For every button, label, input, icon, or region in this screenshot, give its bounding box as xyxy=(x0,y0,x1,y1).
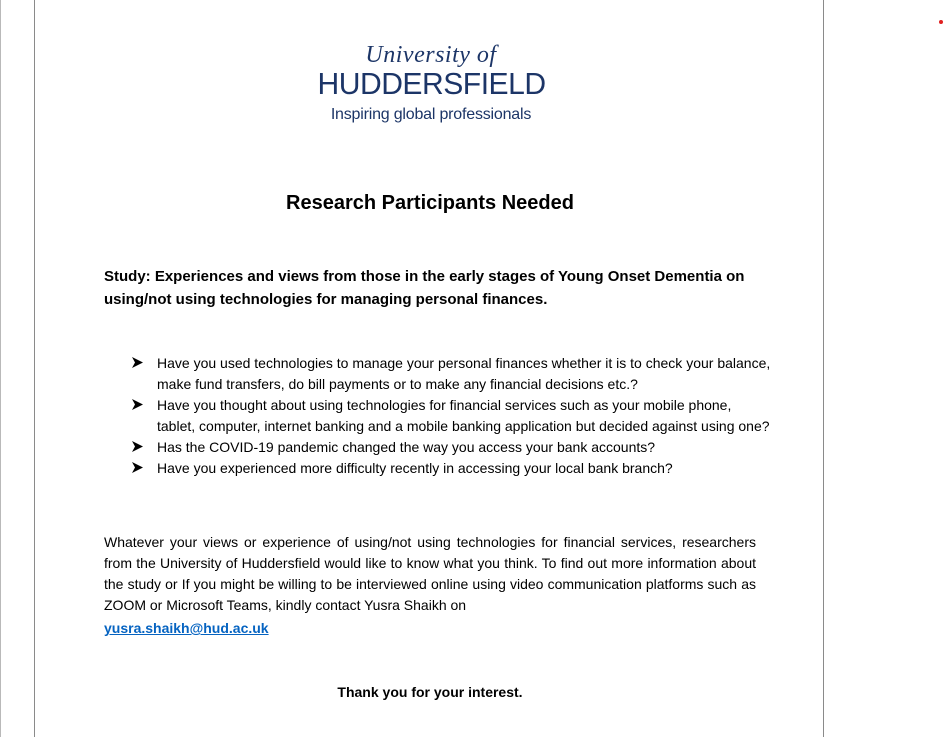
list-item-text: Have you thought about using technologies for financial services such as your mobile phone, tablet, computer, internet banking and a mobile banking application but decided against using one? xyxy=(157,397,770,434)
list-item-text: Have you used technologies to manage your personal finances whether it is to check your balance, make fund transfers, do bill payments or to make any financial decisions etc.? xyxy=(157,355,771,392)
thanks-note: Thank you for your interest. xyxy=(337,684,523,700)
list-item xyxy=(131,353,771,395)
contact-paragraph-text: Whatever your views or experience of using/not using technologies for financial services, researchers from the University of Huddersfield would like to know what you think. To find out more information about the study or If you might be willing to be interviewed online using video communication platforms such as ZOOM or Microsoft Teams, kindly contact Yusra Shaikh on xyxy=(104,534,756,613)
list-item xyxy=(131,458,771,479)
list-item-text: Has the COVID-19 pandemic changed the way you access your bank accounts? xyxy=(157,439,656,455)
contact-paragraph xyxy=(104,532,756,639)
arrowhead-bullet-icon xyxy=(131,440,144,453)
page-title: Research Participants Needed xyxy=(286,192,574,214)
left-gutter-line xyxy=(0,0,1,737)
email-link[interactable]: yusra.shaikh@hud.ac.uk xyxy=(104,620,269,636)
document-page xyxy=(34,0,824,737)
question-list xyxy=(131,353,771,479)
logo-tagline: Inspiring global professionals xyxy=(330,106,532,123)
arrowhead-bullet-icon xyxy=(131,398,144,411)
list-item xyxy=(131,395,771,437)
logo-university-of: University of xyxy=(365,42,497,68)
red-marker-dot xyxy=(939,20,943,24)
logo-huddersfield: HUDDERSFIELD xyxy=(317,66,546,101)
university-logo xyxy=(314,30,548,142)
list-item xyxy=(131,437,771,458)
arrowhead-bullet-icon xyxy=(131,461,144,474)
arrowhead-bullet-icon xyxy=(131,356,144,369)
list-item-text: Have you experienced more difficulty recently in accessing your local bank branch? xyxy=(157,460,673,476)
study-heading: Study: Experiences and views from those in the early stages of Young Onset Dementia on using/not using technologies for managing personal finances. xyxy=(104,268,745,308)
